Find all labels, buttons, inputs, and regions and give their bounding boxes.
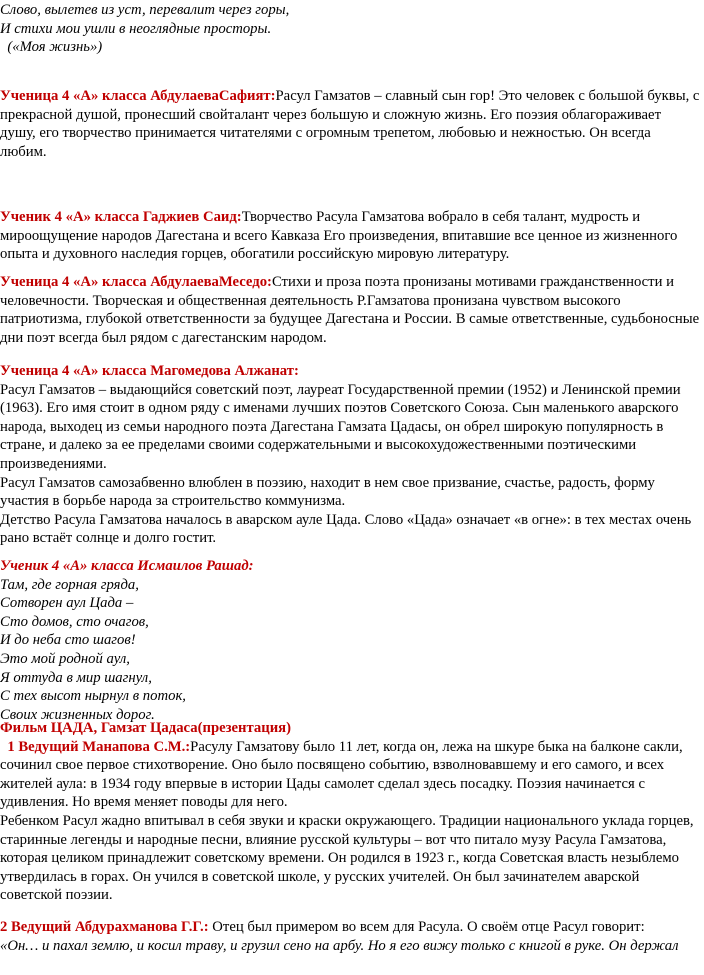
- paragraph-text: Творчество Расула Гамзатова вобрало в себя талант, мудрость и мироощущение народов Дагестана и всего Кавказа Его произведения, впитавшие все ценное из жизненного опыта и духовного наследия горцев, обогатили российскую мировую литературу.: [0, 209, 678, 263]
- paragraph-said: [0, 208, 700, 264]
- poem-line: Это мой родной аул,: [0, 650, 130, 667]
- paragraph-text: Расулу Гамзатову было 11 лет, когда он, лежа на шкуре быка на балконе сакли, сочинил свое первое стихотворение. Оно было посвящено событию, взволновавшему и его самого, и всех жителей аула: в 1934 году впервые в истории Цады самолет сделал здесь посадку. Поэзия начинается с удивления. Но время меняет поводы для него.: [0, 738, 683, 811]
- poem-line: Сто домов, сто очагов,: [0, 613, 149, 630]
- speaker-label: Ученик 4 «А» класса Исмаилов Рашад:: [0, 558, 254, 574]
- speaker-label: Ученица 4 «А» класса АбдулаеваСафият:: [0, 88, 276, 104]
- epigraph-line: И стихи мои ушли в неоглядные просторы.: [0, 20, 272, 37]
- poem-line: Сотворен аул Цада –: [0, 595, 134, 612]
- speaker-label: Ученица 4 «А» класса Магомедова Алжанат:: [0, 363, 299, 379]
- paragraph-text: Расул Гамзатов – славный сын гор! Это человек с большой буквы, с прекрасной душой, пронесший свойталант через большую и сложную жизнь. Его поэзия облагораживает душу, его творчество принимается читателями с огромным трепетом, любовью и нежностью. Он всегда любим.: [0, 88, 700, 160]
- epigraph-source: («Моя жизнь»): [0, 39, 103, 56]
- speaker-label: 2 Ведущий Абдурахманова Г.Г.:: [0, 919, 209, 935]
- poem-line: Там, где горная гряда,: [0, 576, 139, 593]
- poem-line: И до неба сто шагов!: [0, 632, 136, 649]
- poem-line: Я оттуда в мир шагнул,: [0, 669, 152, 686]
- speaker-label: Ученик 4 «А» класса Гаджиев Саид:: [0, 209, 242, 225]
- paragraph-text: Отец был примером во всем для Расула. О своём отце Расул говорит:: [208, 919, 645, 935]
- paragraph-text: Ребенком Расул жадно впитывал в себя звуки и краски окружающего. Традиции национального уклада горцев, старинные легенды и народные песни, влияние русской культуры – вот что питало музу Расула Гамзатова, которая целиком принадлежит советскому времени. Он родился в 1923 г., когда Советская власть незыблемо утвердилась в горах. Он учился в советской школе, у русских учителей. Он был зачинателем аварской советской поэзии.: [0, 812, 694, 904]
- poem-rashad: [0, 557, 700, 724]
- paragraph-text: Расул Гамзатов – выдающийся советский поэт, лауреат Государственной премии (1952) и Ленинской премии (1963). Его имя стоит в одном ряду с именами лучших поэтов Советского Союза. Сын маленького аварского народа, выходец из семьи народного поэта Дагестана Гамзата Цадасы, он обрел широкую популярность в стране, и далеко за ее пределами своими содержательными и высокохудожественными поэтическими произведениями.: [0, 381, 681, 472]
- speaker-label: 1 Ведущий Манапова С.М.:: [7, 738, 191, 755]
- epigraph-line: Слово, вылетев из уст, перевалит через горы,: [0, 2, 290, 18]
- film-section: [0, 719, 700, 905]
- quote-line: «Он… и пахал землю, и косил траву, и грузил сено на арбу. Но я его вижу только с книгой в руке. Он держал: [0, 937, 679, 954]
- section-heading: Фильм ЦАДА, Гамзат Цадаса(презентация): [0, 720, 292, 736]
- host2-paragraph: [0, 918, 700, 955]
- host1-paragraph: [0, 738, 700, 812]
- poem-line: Своих жизненных дорог.: [0, 706, 155, 723]
- paragraph-text: Расул Гамзатов самозабвенно влюблен в поэзию, находит в нем свое призвание, счастье, радость, форму участия в борьбе народа за строительство коммунизма.: [0, 474, 655, 510]
- paragraph-text: Детство Расула Гамзатова началось в аварском ауле Цада. Слово «Цада» означает «в огне»: в тех местах очень рано встаёт солнце и долго гостит.: [0, 511, 692, 547]
- epigraph: [0, 1, 700, 57]
- paragraph-mesedo: [0, 273, 700, 347]
- paragraph-alzhanat: [0, 362, 700, 548]
- speaker-label: Ученица 4 «А» класса АбдулаеваМеседо:: [0, 274, 272, 290]
- paragraph-safiyat: [0, 87, 700, 161]
- paragraph-text: Стихи и проза поэта пронизаны мотивами гражданственности и человечности. Творческая и общественная деятельность Р.Гамзатова пронизана чувством высокого патриотизма, глубокой ответственности за будущее Дагестана и России. В самые ответственные, судьбоносные дни поэт всегда был рядом с дагестанским народом.: [0, 274, 700, 346]
- poem-line: С тех высот нырнул в поток,: [0, 688, 186, 705]
